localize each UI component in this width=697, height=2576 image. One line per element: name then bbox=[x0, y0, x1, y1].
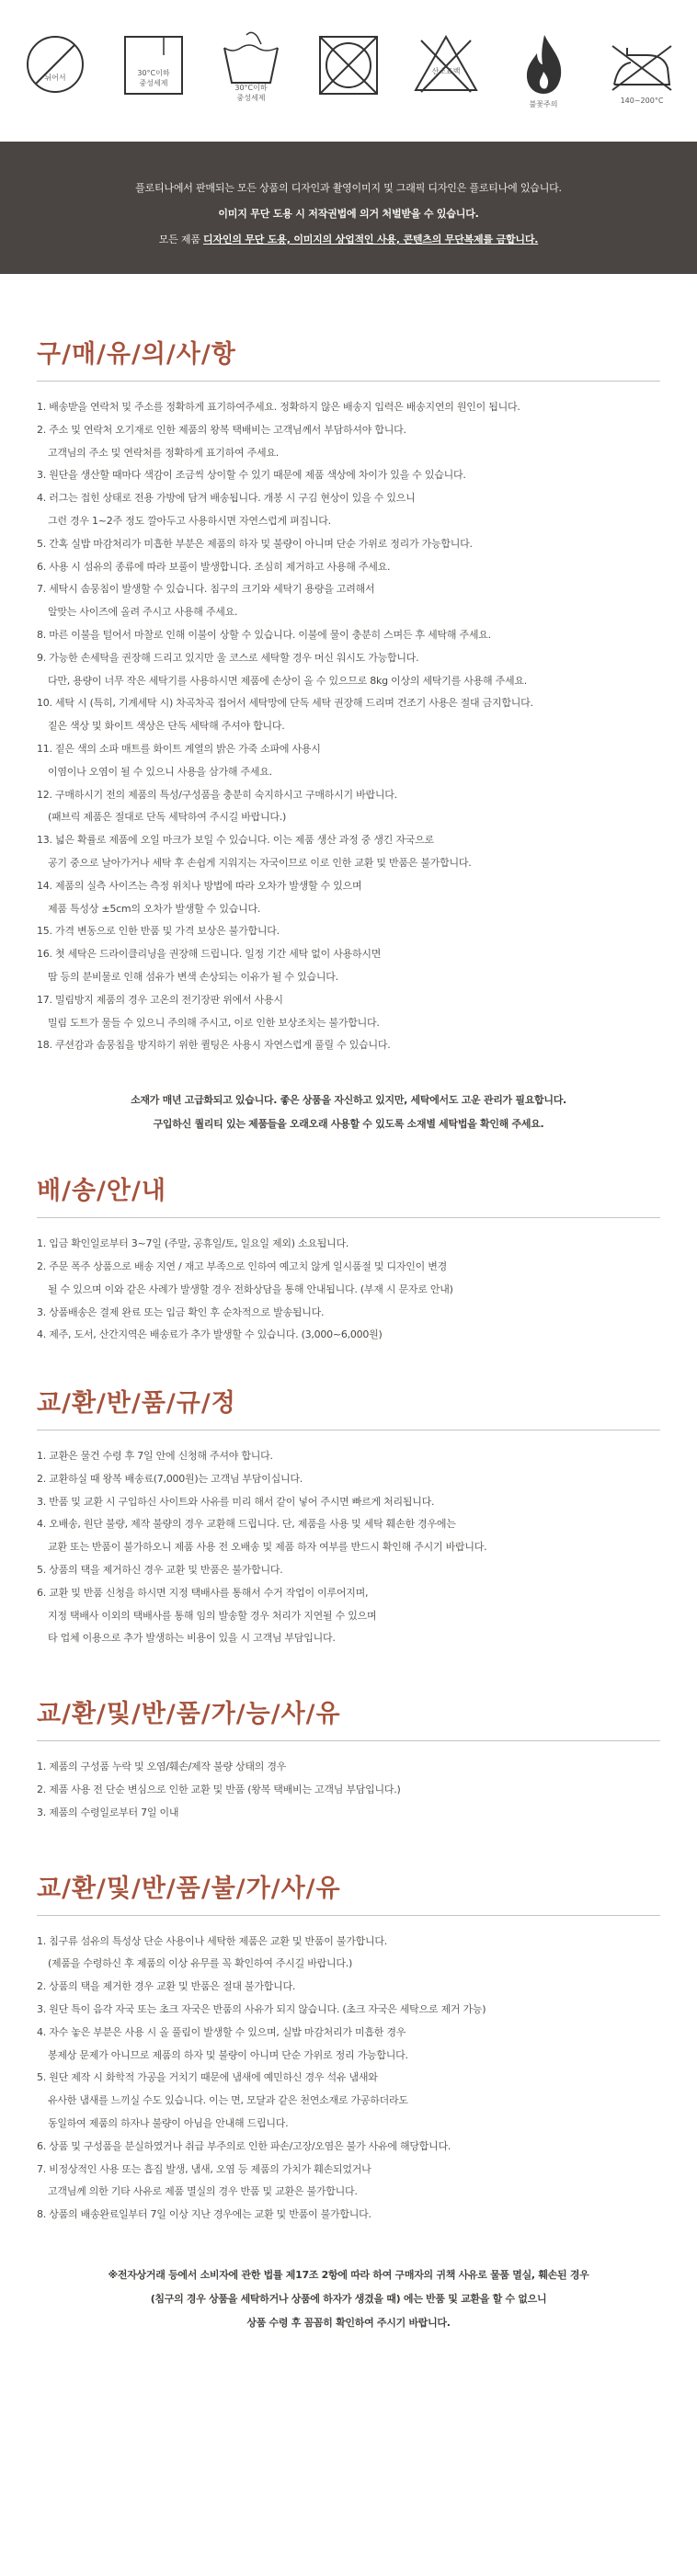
banner-prefix: 모든 제품 bbox=[158, 234, 204, 245]
section-purchase-notes bbox=[0, 338, 697, 1057]
section-return-possible bbox=[0, 1698, 697, 1824]
list-item: 고객님의 주소 및 연락처를 정확하게 표기하여 주세요. bbox=[48, 446, 279, 459]
list-item: 봉제상 문제가 아니므로 제품의 하자 및 불량이 아니며 단순 가위로 정리 가능합니다. bbox=[48, 2048, 408, 2061]
return-impossible-list bbox=[37, 1931, 660, 2227]
list-item: 밀림 도트가 물들 수 있으니 주의해 주시고, 이로 인한 보상조치는 불가합니다. bbox=[48, 1016, 380, 1029]
care-icons-row bbox=[0, 0, 697, 142]
list-item: 5. 상품의 택을 제거하신 경우 교환 및 반품은 불가합니다. bbox=[37, 1564, 283, 1577]
list-item: 6. 상품 및 구성품을 분실하였거나 취급 부주의로 인한 파손/고장/오염은 불가 사유에 해당합니다. bbox=[37, 2139, 451, 2152]
list-item: 1. 침구류 섬유의 특성상 단순 사용이나 세탁한 제품은 교환 및 반품이 불가합니다. bbox=[37, 1934, 387, 1947]
list-item: 4. 오배송, 원단 불량, 제작 불량의 경우 교환해 드립니다. 단, 제품을 사용 및 세탁 훼손한 경우에는 bbox=[37, 1518, 456, 1531]
list-item: 6. 교환 및 반품 신청을 하시면 지정 택배사를 통해서 수거 작업이 이루어지며, bbox=[37, 1586, 369, 1599]
list-item: (제품을 수령하신 후 제품의 이상 유무를 꼭 확인하여 주시길 바랍니다.) bbox=[48, 1957, 353, 1970]
section-title: 구/매/유/의/사/항 bbox=[37, 340, 236, 369]
care-icon-3 bbox=[219, 28, 283, 112]
list-item: 5. 간혹 실밥 마감처리가 미흡한 부분은 제품의 하자 및 불량이 아니며 단순 가위로 정리가 가능합니다. bbox=[37, 537, 473, 550]
list-item: 15. 가격 변동으로 인한 반품 및 가격 보상은 불가합니다. bbox=[37, 925, 280, 938]
section-exchange-policy bbox=[0, 1387, 697, 1650]
list-item: 그런 경우 1~2주 정도 깔아두고 사용하시면 자연스럽게 펴집니다. bbox=[48, 514, 331, 527]
section-title: 배/송/안/내 bbox=[37, 1177, 166, 1206]
list-item: 9. 가능한 손세탁을 권장해 드리고 있지만 울 코스로 세탁할 경우 머신 워시도 가능합니다. bbox=[37, 651, 419, 664]
list-item: 고객님께 의한 기타 사유로 제품 멸실의 경우 반품 및 교환은 불가합니다. bbox=[48, 2185, 358, 2198]
list-item: 10. 세탁 시 (특히, 기계세탁 시) 차곡차곡 접어서 세탁망에 단독 세탁 권장해 드리며 건조기 사용은 절대 금지합니다. bbox=[37, 697, 533, 710]
list-item: 1. 배송받을 연락처 및 주소를 정확하게 표기하여주세요. 정확하지 않은 배송지 입력은 배송지연의 원인이 됩니다. bbox=[37, 401, 520, 413]
list-item: 4. 제주, 도서, 산간지역은 배송료가 추가 발생할 수 있습니다. (3,000~6,000원) bbox=[37, 1328, 383, 1341]
care-icon-label: 산소표백 bbox=[431, 67, 461, 75]
note-line: 구입하신 퀄리티 있는 제품들을 오래오래 사용할 수 있도록 소재별 세탁법을 확인해 주세요. bbox=[153, 1118, 544, 1131]
list-item: 지정 택배사 이외의 택배사를 통해 임의 발송할 경우 처리가 지연될 수 있으며 bbox=[48, 1609, 377, 1622]
list-item: 2. 교환하실 때 왕복 배송료(7,000원)는 고객님 부담이십니다. bbox=[37, 1472, 303, 1485]
exchange-list bbox=[37, 1445, 660, 1650]
care-icon-6 bbox=[511, 28, 576, 112]
list-item: 다만, 용량이 너무 작은 세탁기를 사용하시면 제품에 손상이 올 수 있으므로 8kg 이상의 세탁기를 사용해 주세요. bbox=[48, 674, 527, 687]
banner-warning-text: 이미지 무단 도용 시 저작권법에 의거 처벌받을 수 있습니다. bbox=[218, 208, 479, 220]
care-icon-2 bbox=[121, 28, 186, 112]
no-tumble-dry-icon bbox=[316, 28, 381, 112]
list-item: 5. 원단 제작 시 화학적 가공을 거치기 때문에 냄새에 예민하신 경우 석유 냄새와 bbox=[37, 2071, 378, 2084]
list-item: 이염이나 오염이 될 수 있으니 사용을 삼가해 주세요. bbox=[48, 765, 272, 778]
note-line: 소재가 매년 고급화되고 있습니다. 좋은 상품을 자신하고 있지만, 세탁에서도 고운 관리가 필요합니다. bbox=[131, 1094, 566, 1107]
list-item: 땀 등의 분비물로 인해 섬유가 변색 손상되는 이유가 될 수 있습니다. bbox=[48, 970, 338, 983]
list-item: 18. 쿠션감과 솜뭉침을 방지하기 위한 퀼팅은 사용시 자연스럽게 풀릴 수 있습니다. bbox=[37, 1039, 391, 1052]
section-title: 교/환/및/반/품/불/가/사/유 bbox=[37, 1874, 341, 1903]
list-item: 2. 상품의 택을 제거한 경우 교환 및 반품은 절대 불가합니다. bbox=[37, 1980, 296, 1993]
divider bbox=[37, 1217, 660, 1218]
list-item: 4. 러그는 접힌 상태로 전용 가방에 담겨 배송됩니다. 개봉 시 구김 현상이 있을 수 있으니 bbox=[37, 492, 416, 505]
list-item: 3. 원단을 생산할 때마다 색감이 조금씩 상이할 수 있기 때문에 제품 색상에 차이가 있을 수 있습니다. bbox=[37, 469, 466, 482]
list-item: 12. 구매하시기 전의 제품의 특성/구성품을 충분히 숙지하시고 구매하시기 바랍니다. bbox=[37, 788, 397, 801]
list-item: 교환 또는 반품이 불가하오니 제품 사용 전 오배송 및 제품 하자 여부를 반드시 확인해 주시기 바랍니다. bbox=[48, 1541, 487, 1554]
list-item: 3. 원단 특이 음각 자국 또는 초크 자국은 반품의 사유가 되지 않습니다. (초크 자국은 세탁으로 제거 가능) bbox=[37, 2003, 486, 2016]
section-return-impossible bbox=[0, 1873, 697, 2227]
divider bbox=[37, 381, 660, 382]
purchase-notes-list bbox=[37, 396, 660, 1057]
list-item: 11. 짙은 색의 소파 매트를 화이트 계열의 밝은 가죽 소파에 사용시 bbox=[37, 742, 321, 755]
divider bbox=[37, 1915, 660, 1916]
care-icon-4 bbox=[316, 28, 381, 112]
copyright-banner bbox=[0, 142, 697, 274]
banner-line: 플로티나에서 판매되는 모든 상품의 디자인과 촬영이미지 및 그래픽 디자인은 플로티나에 있습니다. bbox=[135, 182, 562, 194]
list-item: 동일하여 제품의 하자나 불량이 아님을 안내해 드립니다. bbox=[48, 2117, 289, 2130]
section-shipping bbox=[0, 1175, 697, 1347]
list-item: 1. 교환은 물건 수령 후 7일 안에 신청해 주셔야 합니다. bbox=[37, 1450, 273, 1463]
care-icon-label: 뉘어서 bbox=[44, 74, 66, 82]
list-item: 17. 밀림방지 제품의 경우 고온의 전기장판 위에서 사용시 bbox=[37, 993, 283, 1006]
list-item: 6. 사용 시 섬유의 종류에 따라 보풀이 발생합니다. 조심히 제거하고 사용해 주세요. bbox=[37, 560, 391, 573]
list-item: 알맞는 사이즈에 올려 주시고 사용해 주세요. bbox=[48, 606, 238, 619]
list-item: (패브릭 제품은 절대로 단독 세탁하여 주시길 바랍니다.) bbox=[48, 811, 287, 824]
banner-line bbox=[0, 201, 697, 227]
list-item: 될 수 있으며 이와 같은 사례가 발생할 경우 전화상담을 통해 안내됩니다. (부재 시 문자로 안내) bbox=[48, 1282, 453, 1295]
section-title: 교/환/및/반/품/가/능/사/유 bbox=[37, 1700, 341, 1729]
list-item: 3. 반품 및 교환 시 구입하신 사이트와 사유를 미리 해서 같이 넣어 주시면 빠르게 처리됩니다. bbox=[37, 1495, 435, 1508]
list-item: 7. 세탁시 솜뭉침이 발생할 수 있습니다. 침구의 크기와 세탁기 용량을 고려해서 bbox=[37, 583, 375, 596]
list-item: 7. 비정상적인 사용 또는 흡집 발생, 냄새, 오염 등 제품의 가치가 훼손되었거나 bbox=[37, 2162, 371, 2175]
care-icon-label: 30°C이하 중성세제 bbox=[234, 84, 268, 102]
material-care-note bbox=[0, 1089, 697, 1136]
care-icon-5 bbox=[414, 28, 478, 112]
list-item: 1. 입금 확인일로부터 3~7일 (주말, 공휴일/토, 일요일 제외) 소요됩니다. bbox=[37, 1237, 349, 1250]
note-line: ※전자상거래 등에서 소비자에 관한 법률 제17조 2항에 따라 하여 구매자의 귀책 사유로 물품 멸실, 훼손된 경우 bbox=[108, 2269, 589, 2282]
list-item: 1. 제품의 구성품 누락 및 오염/훼손/제작 불량 상태의 경우 bbox=[37, 1761, 287, 1773]
divider bbox=[37, 1740, 660, 1741]
section-title: 교/환/반/품/규/정 bbox=[37, 1389, 236, 1419]
list-item: 2. 제품 사용 전 단순 변심으로 인한 교환 및 반품 (왕복 택배비는 고객님 부담입니다.) bbox=[37, 1784, 401, 1796]
return-possible-list bbox=[37, 1756, 660, 1824]
care-icon-1 bbox=[24, 28, 88, 112]
list-item: 3. 제품의 수령일로부터 7일 이내 bbox=[37, 1806, 179, 1818]
legal-note bbox=[0, 2263, 697, 2335]
list-item: 3. 상품배송은 결제 완료 또는 입금 확인 후 순차적으로 발송됩니다. bbox=[37, 1305, 325, 1318]
list-item: 제품 특성상 ±5cm의 오차가 발생할 수 있습니다. bbox=[48, 902, 261, 915]
list-item: 4. 자수 놓은 부분은 사용 시 올 풀림이 발생할 수 있으며, 실밥 마감처리가 미흡한 경우 bbox=[37, 2025, 406, 2038]
banner-emphasis: 디자인의 무단 도용, 이미지의 상업적인 사용, 콘텐츠의 무단복제를 금합니다. bbox=[203, 234, 539, 245]
list-item: 16. 첫 세탁은 드라이클리닝을 권장해 드립니다. 일정 기간 세탁 없이 사용하시면 bbox=[37, 948, 382, 961]
care-icon-label: 30°C이하 중성세제 bbox=[137, 69, 170, 87]
list-item: 짙은 색상 및 화이트 색상은 단독 세탁해 주셔야 합니다. bbox=[48, 720, 285, 733]
circle-slashed-icon bbox=[24, 28, 88, 112]
list-item: 8. 마른 이불을 털어서 마찰로 인해 이불이 상할 수 있습니다. 이불에 물이 충분히 스며든 후 세탁해 주세요. bbox=[37, 628, 491, 641]
banner-line bbox=[0, 227, 697, 253]
list-item: 유사한 냄새를 느끼실 수도 있습니다. 이는 면, 모달과 같은 천연소재로 가공하더라도 bbox=[48, 2094, 408, 2107]
list-item: 2. 주소 및 연락처 오기재로 인한 제품의 왕복 택배비는 고객님께서 부담하셔야 합니다. bbox=[37, 423, 406, 436]
list-item: 타 업체 이용으로 추가 발생하는 비용이 있을 시 고객님 부담입니다. bbox=[48, 1632, 336, 1645]
list-item: 13. 넓은 확률로 제품에 오일 마크가 보일 수 있습니다. 이는 제품 생산 과정 중 생긴 자국으로 bbox=[37, 834, 434, 847]
list-item: 8. 상품의 배송완료일부터 7일 이상 지난 경우에는 교환 및 반품이 불가합니다. bbox=[37, 2208, 371, 2221]
care-icon-label: 불꽃주의 bbox=[529, 100, 558, 108]
note-line: (침구의 경우 상품을 세탁하거나 상품에 하자가 생겼을 때) 에는 반품 및 교환을 할 수 없으니 bbox=[150, 2293, 547, 2306]
list-item: 14. 제품의 실측 사이즈는 측정 위치나 방법에 따라 오차가 발생할 수 있으며 bbox=[37, 879, 362, 892]
note-line: 상품 수령 후 꼼꼼히 확인하여 주시기 바랍니다. bbox=[246, 2317, 451, 2330]
list-item: 2. 주문 폭주 상품으로 배송 지연 / 재고 부족으로 인하여 예고치 않게 일시품절 및 디자인이 변경 bbox=[37, 1260, 448, 1272]
care-icon-7 bbox=[609, 28, 673, 112]
care-icon-label: 140~200°C bbox=[620, 97, 664, 105]
list-item: 공기 중으로 날아가거나 세탁 후 손쉽게 지워지는 자국이므로 이로 인한 교환 및 반품은 불가합니다. bbox=[48, 856, 472, 869]
shipping-list bbox=[37, 1233, 660, 1347]
